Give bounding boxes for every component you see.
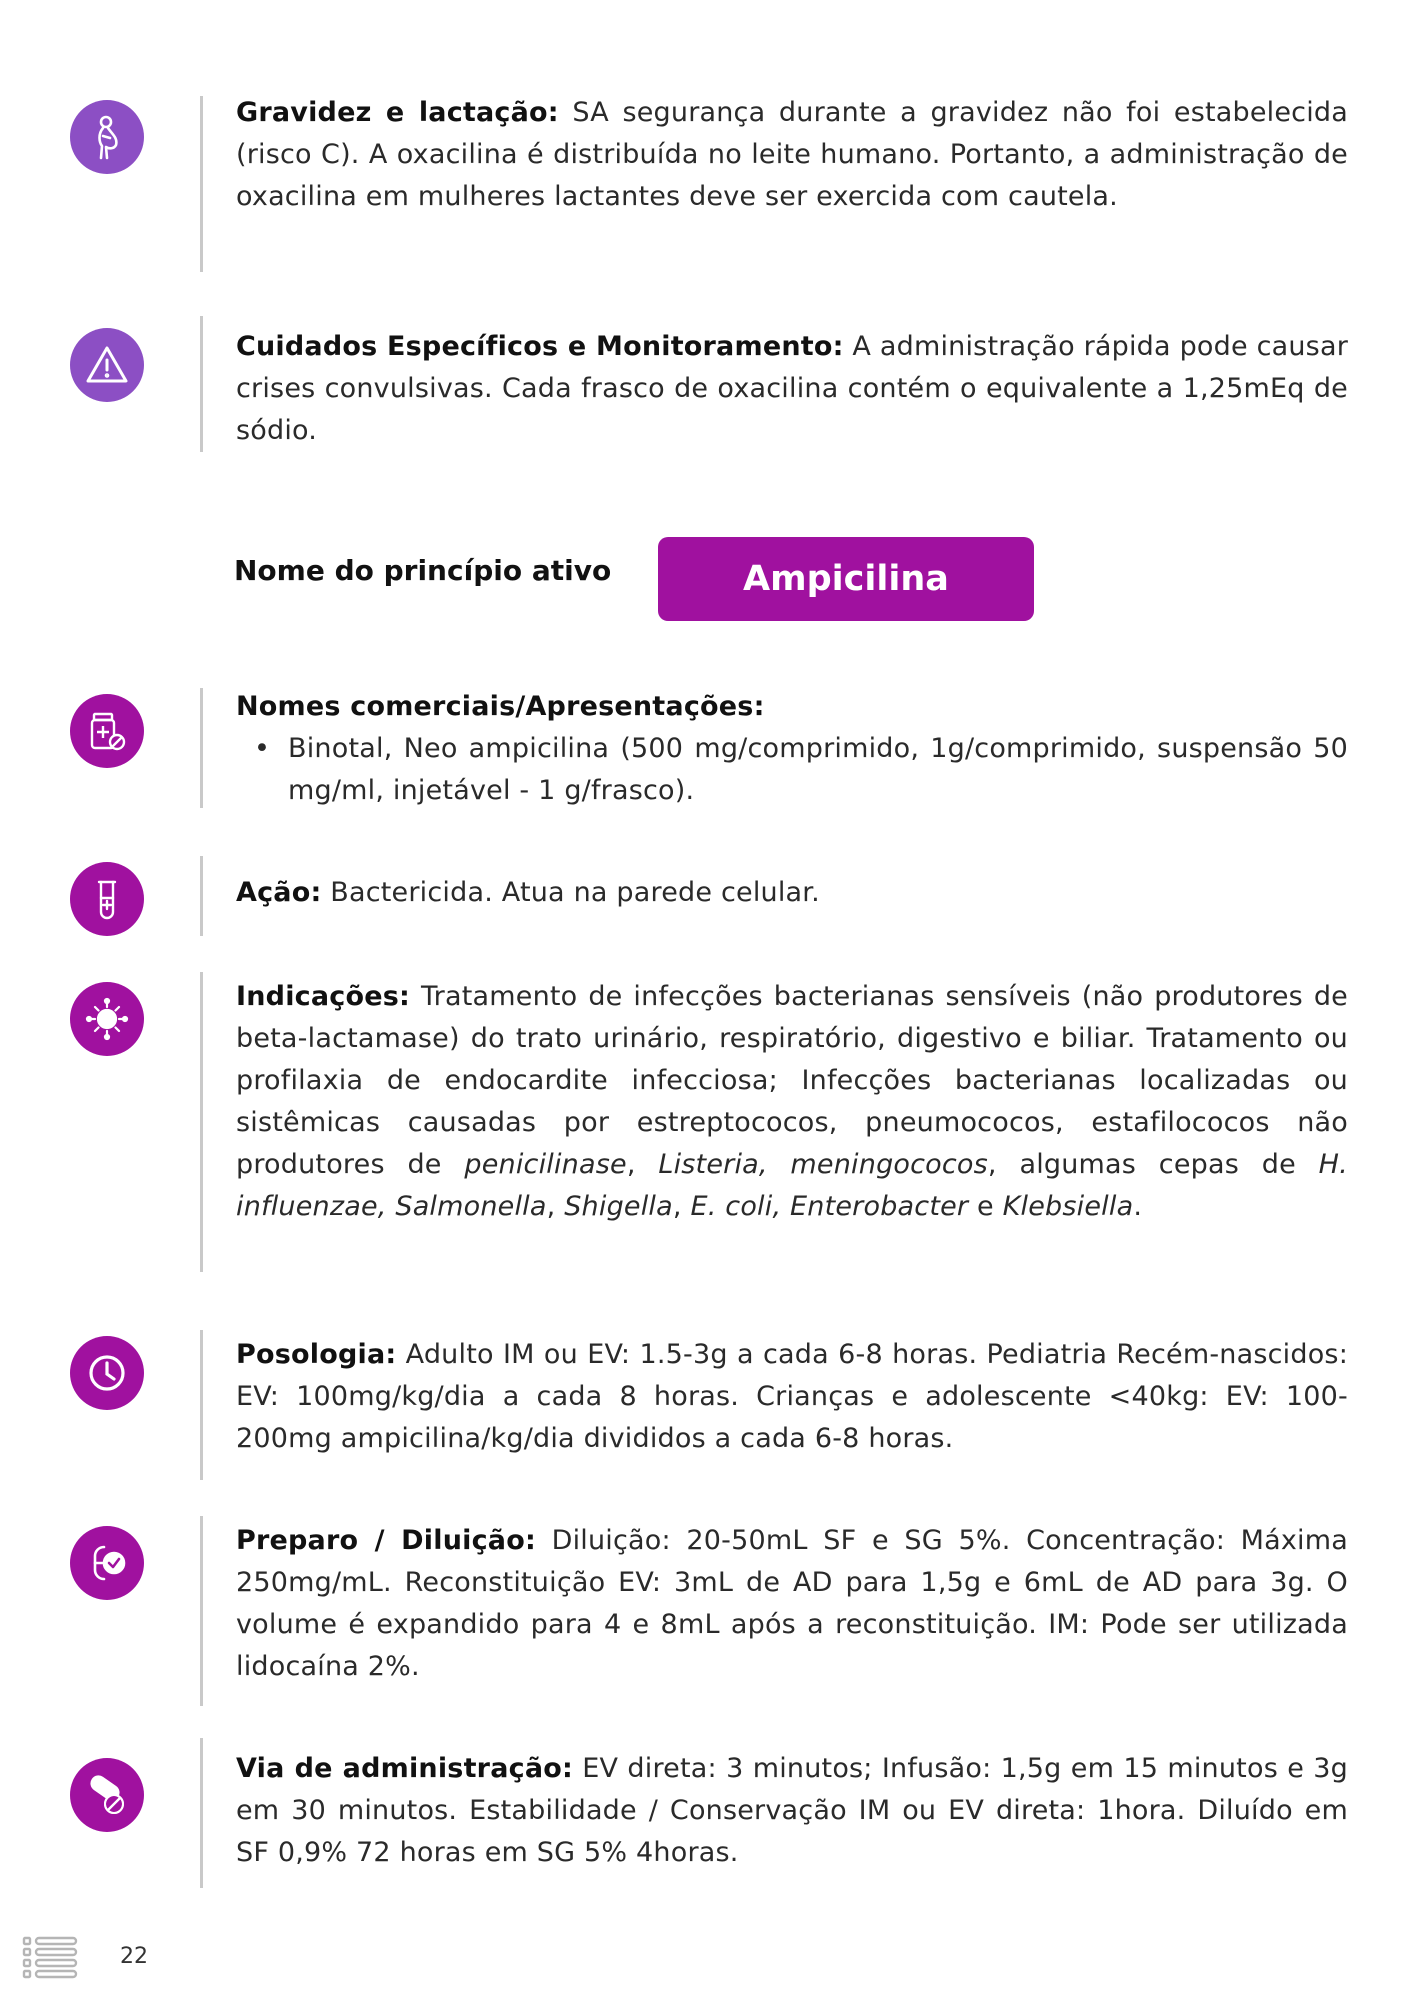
pregnant-woman-icon [70,100,144,174]
indications-label: Indicações: [236,981,411,1012]
indications-italic: penicilinase [464,1149,627,1180]
pregnancy-label: Gravidez e lactação: [236,97,559,128]
indications-body: , algumas cepas de [987,1149,1319,1180]
indications-body: , [626,1149,659,1180]
indications-body: , [546,1191,565,1222]
action-text [236,872,1348,914]
care-label: Cuidados Específicos e Monitoramento: [236,331,844,362]
route-body: EV direta: 3 minutos; Infusão: 1,5g em 15 minutos e 3g em 30 minutos. Estabilidade / Conservação IM ou EV direta: 1hora. Diluído em SF 0,9% 72 horas em SG 5% 4horas. [236,1753,1349,1868]
indications-text [236,976,1348,1228]
route-text [236,1748,1348,1874]
divider-line [200,856,203,936]
indications-italic: H. influenzae, Salmonella [236,1149,1348,1222]
indications-body: e [968,1191,1003,1222]
divider-line [200,96,203,272]
indications-italic: Klebsiella [1002,1191,1134,1222]
indications-italic: Listeria, meningococos [658,1149,988,1180]
dosage-text [236,1334,1348,1460]
pregnancy-text [236,92,1348,218]
bacteria-icon [70,982,144,1056]
test-tube-icon [70,862,144,936]
route-label: Via de administração: [236,1753,573,1784]
indications-body: , [672,1191,691,1222]
divider-line [200,1516,203,1706]
pills-icon [70,1758,144,1832]
commercial-label: Nomes comerciais/Apresentações: [236,691,765,722]
drug-name-badge: Ampicilina [658,537,1034,621]
pregnancy-body: SA segurança durante a gravidez não foi estabelecida (risco C). A oxacilina é distribuída no leite humano. Portanto, a administração de oxacilina em mulheres lactantes deve ser exercida com cautela. [236,97,1348,212]
action-body: Bactericida. Atua na parede celular. [321,877,820,908]
commercial-list [236,728,1348,812]
warning-icon [70,328,144,402]
indications-italic: Shigella [564,1191,673,1222]
preparation-body: Diluição: 20-50mL SF e SG 5%. Concentração: Máxima 250mg/mL. Reconstituição EV: 3mL de AD para 1,5g e 6mL de AD para 3g. O volume é expandido para 4 e 8mL após a reconstituição. IM: Pode ser utilizada lidocaína 2%. [236,1525,1348,1682]
divider-line [200,688,203,808]
indications-body: Tratamento de infecções bacterianas sensíveis (não produtores de beta-lactamase) do trato urinário, respiratório, digestivo e biliar. Tratamento ou profilaxia de endocardite infecciosa; Infecções bacterianas localizadas ou sistêmicas causadas por estreptococos, pneumococos, estafilococos não produtores de [236,981,1348,1180]
capsule-check-icon [70,1526,144,1600]
preparation-text [236,1520,1348,1688]
indications-italic: E. coli, Enterobacter [690,1191,969,1222]
care-body: A administração rápida pode causar crises convulsivas. Cada frasco de oxacilina contém o equivalente a 1,25mEq de sódio. [236,331,1348,446]
dosage-body: Adulto IM ou EV: 1.5-3g a cada 6-8 horas. Pediatria Recém-nascidos: EV: 100mg/kg/dia a cada 8 horas. Crianças e adolescente <40kg: EV: 100-200mg ampicilina/kg/dia divididos a cada 6-8 horas. [236,1339,1348,1454]
drug-name-label: Nome do princípio ativo [234,554,612,587]
indications-body: . [1133,1191,1143,1222]
divider-line [200,1330,203,1480]
care-text [236,326,1348,452]
commercial-item: • Binotal, Neo ampicilina (500 mg/comprimido, 1g/comprimido, suspensão 50 mg/ml, injetável - 1 g/frasco). [236,728,1348,812]
divider-line [200,972,203,1272]
commercial-text [236,686,1348,812]
divider-line [200,316,203,452]
table-of-contents-icon[interactable] [20,1934,80,1984]
preparation-label: Preparo / Diluição: [236,1525,536,1556]
medicine-bottle-icon [70,694,144,768]
dosage-label: Posologia: [236,1339,397,1370]
clock-icon [70,1336,144,1410]
action-label: Ação: [236,877,322,908]
divider-line [200,1738,203,1888]
page-number: 22 [120,1944,148,1969]
